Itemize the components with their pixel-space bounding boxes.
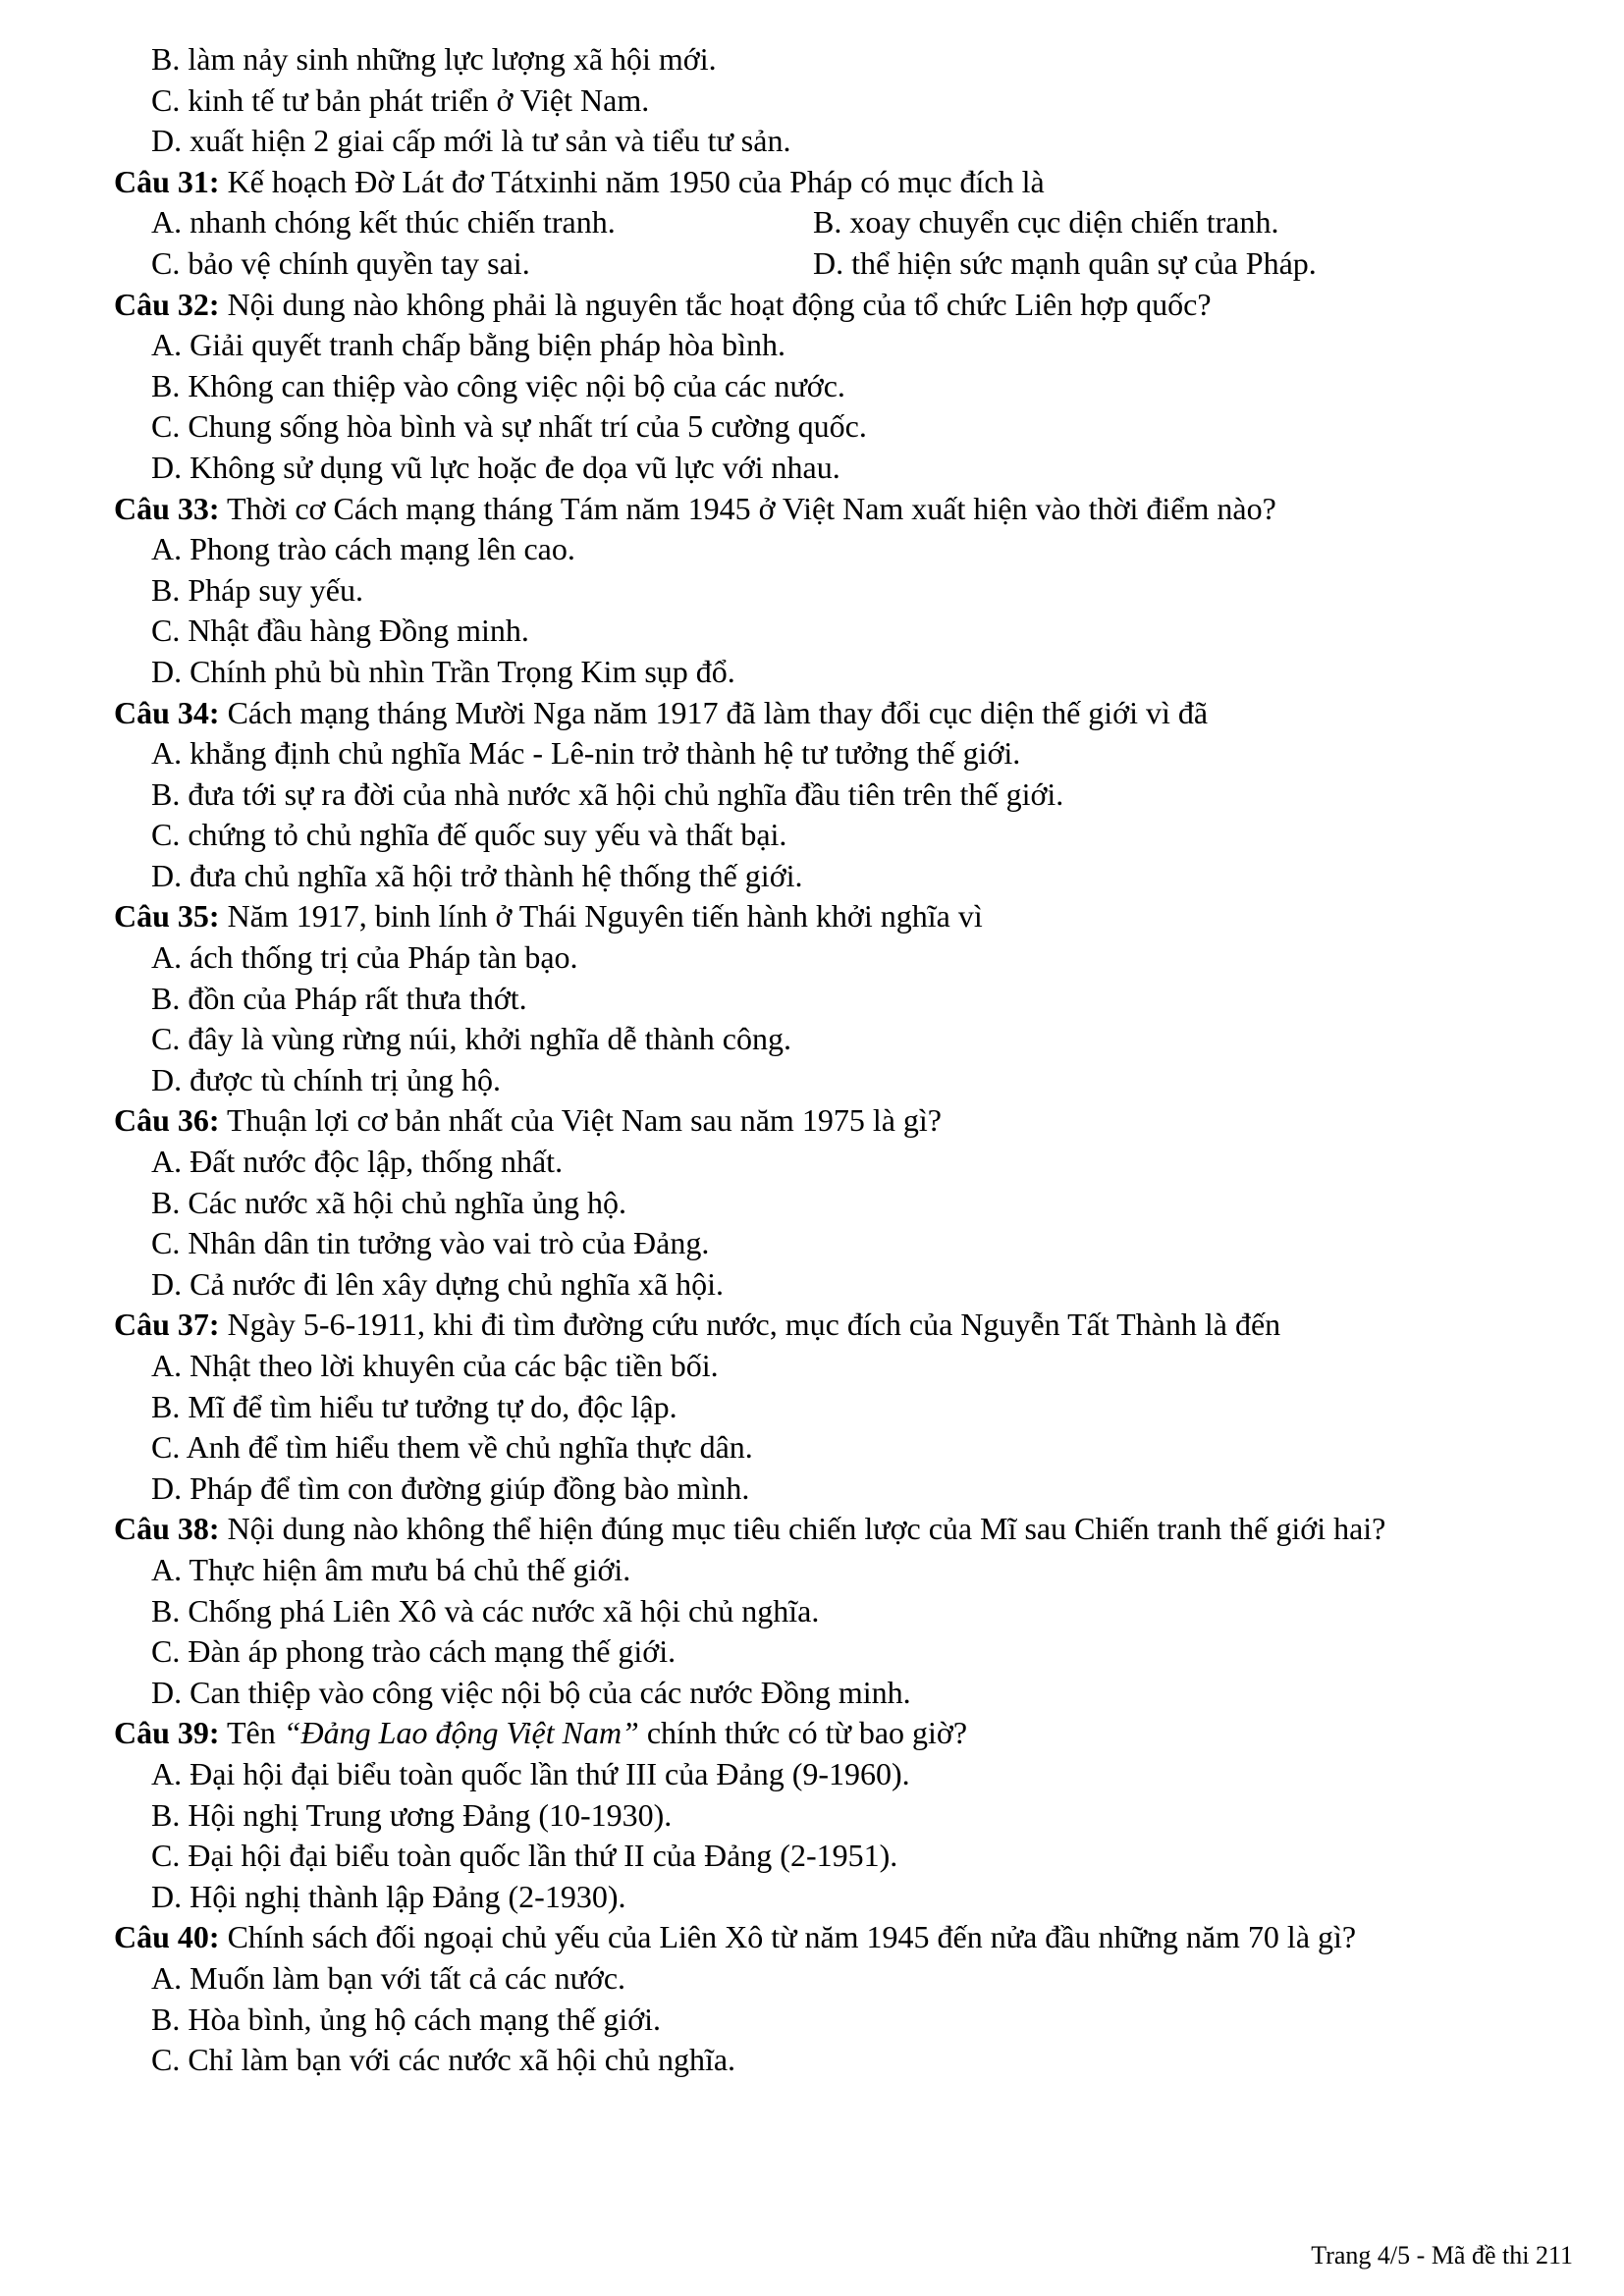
question-number: Câu 37:: [114, 1307, 220, 1343]
page-footer: Trang 4/5 - Mã đề thi 211: [1311, 2241, 1573, 2269]
option-a: A. Đại hội đại biểu toàn quốc lần thứ III của Đảng (9-1960).: [151, 1755, 910, 1791]
question-number: Câu 36:: [114, 1102, 220, 1139]
option-b: B. Pháp suy yếu.: [151, 571, 363, 608]
question-number: Câu 34:: [114, 694, 220, 730]
question-text: Nội dung nào không phải là nguyên tắc hoạt động của tổ chức Liên hợp quốc?: [219, 286, 1212, 322]
option-c: C. kinh tế tư bản phát triển ở Việt Nam.: [151, 81, 650, 118]
question-35: [114, 896, 1577, 937]
option-d: D. Pháp để tìm con đường giúp đồng bào mình.: [151, 1469, 750, 1506]
option-a: A. Đất nước độc lập, thống nhất.: [151, 1144, 564, 1180]
question-text-italic: “Đảng Lao động Việt Nam”: [283, 1715, 639, 1751]
exam-content: [114, 39, 1577, 2081]
option-row: [114, 243, 1577, 285]
option-d: D. Không sử dụng vũ lực hoặc đe dọa vũ lực với nhau.: [151, 449, 840, 485]
option-c: C. bảo vệ chính quyền tay sai.: [151, 244, 530, 281]
option-c: C. đây là vùng rừng núi, khởi nghĩa dễ thành công.: [151, 1021, 791, 1057]
option-b: B. xoay chuyển cục diện chiến tranh.: [813, 204, 1279, 240]
question-text: Thời cơ Cách mạng tháng Tám năm 1945 ở Việt Nam xuất hiện vào thời điểm nào?: [219, 490, 1276, 526]
question-number: Câu 40:: [114, 1919, 220, 1955]
option-d: D. được tù chính trị ủng hộ.: [151, 1061, 501, 1097]
question-text: Cách mạng tháng Mười Nga năm 1917 đã làm thay đổi cục diện thế giới vì đã: [219, 694, 1209, 730]
option-d: D. đưa chủ nghĩa xã hội trở thành hệ thống thế giới.: [151, 857, 803, 893]
option-d: D. xuất hiện 2 giai cấp mới là tư sản và tiểu tư sản.: [151, 123, 791, 159]
option-b: B. làm nảy sinh những lực lượng xã hội mới.: [151, 41, 717, 77]
option-c: C. Chung sống hòa bình và sự nhất trí của 5 cường quốc.: [151, 408, 867, 445]
question-33: [114, 489, 1577, 530]
option-a: A. Giải quyết tranh chấp bằng biện pháp hòa bình.: [151, 327, 786, 363]
option-d: D. thể hiện sức mạnh quân sự của Pháp.: [813, 244, 1317, 281]
option-a: A. Phong trào cách mạng lên cao.: [151, 531, 575, 567]
question-38: [114, 1509, 1577, 1550]
question-40: [114, 1917, 1577, 1958]
option-c: C. Chỉ làm bạn với các nước xã hội chủ nghĩa.: [151, 2042, 736, 2078]
question-34: [114, 693, 1577, 734]
question-text: chính thức có từ bao giờ?: [638, 1715, 968, 1751]
question-32: [114, 285, 1577, 326]
option-a: A. Muốn làm bạn với tất cả các nước.: [151, 1959, 626, 1996]
option-b: B. Các nước xã hội chủ nghĩa ủng hộ.: [151, 1184, 626, 1220]
option-b: B. đưa tới sự ra đời của nhà nước xã hội chủ nghĩa đầu tiên trên thế giới.: [151, 775, 1064, 812]
option-d: D. Cả nước đi lên xây dựng chủ nghĩa xã hội.: [151, 1265, 725, 1302]
question-text: Tên: [219, 1715, 284, 1751]
question-31: [114, 162, 1577, 203]
option-a: A. khẳng định chủ nghĩa Mác - Lê-nin trở thành hệ tư tưởng thế giới.: [151, 735, 1021, 772]
option-b: B. Không can thiệp vào công việc nội bộ của các nước.: [151, 367, 845, 403]
option-c: C. Anh để tìm hiểu them về chủ nghĩa thực dân.: [151, 1429, 753, 1466]
question-text: Kế hoạch Đờ Lát đơ Tátxinhi năm 1950 của Pháp có mục đích là: [219, 163, 1045, 199]
option-b: B. Hòa bình, ủng hộ cách mạng thế giới.: [151, 2001, 662, 2037]
option-c: C. Đàn áp phong trào cách mạng thế giới.: [151, 1633, 677, 1670]
option-d: D. Chính phủ bù nhìn Trần Trọng Kim sụp đổ.: [151, 653, 735, 689]
option-c: C. Nhật đầu hàng Đồng minh.: [151, 613, 529, 649]
option-a: A. ách thống trị của Pháp tàn bạo.: [151, 939, 578, 976]
question-number: Câu 33:: [114, 490, 220, 526]
question-number: Câu 39:: [114, 1715, 220, 1751]
option-d: D. Hội nghị thành lập Đảng (2-1930).: [151, 1878, 626, 1914]
question-39: [114, 1713, 1577, 1754]
option-d: D. Can thiệp vào công việc nội bộ của các nước Đồng minh.: [151, 1674, 911, 1710]
option-b: B. đồn của Pháp rất thưa thớt.: [151, 980, 527, 1016]
question-number: Câu 38:: [114, 1511, 220, 1547]
option-a: A. Thực hiện âm mưu bá chủ thế giới.: [151, 1551, 631, 1587]
option-b: B. Chống phá Liên Xô và các nước xã hội chủ nghĩa.: [151, 1592, 820, 1629]
option-row: [114, 202, 1577, 243]
question-text: Nội dung nào không thể hiện đúng mục tiêu chiến lược của Mĩ sau Chiến tranh thế giới hai?: [219, 1511, 1386, 1547]
option-b: B. Hội nghị Trung ương Đảng (10-1930).: [151, 1796, 673, 1833]
question-text: Thuận lợi cơ bản nhất của Việt Nam sau năm 1975 là gì?: [219, 1102, 942, 1139]
question-number: Câu 31:: [114, 163, 220, 199]
option-c: C. chứng tỏ chủ nghĩa đế quốc suy yếu và thất bại.: [151, 817, 787, 853]
option-a: A. Nhật theo lời khuyên của các bậc tiền bối.: [151, 1348, 719, 1383]
question-36: [114, 1100, 1577, 1142]
option-c: C. Đại hội đại biểu toàn quốc lần thứ II của Đảng (2-1951).: [151, 1838, 898, 1874]
question-text: Năm 1917, binh lính ở Thái Nguyên tiến hành khởi nghĩa vì: [219, 898, 983, 934]
question-text: Chính sách đối ngoại chủ yếu của Liên Xô từ năm 1945 đến nửa đầu những năm 70 là gì?: [219, 1919, 1357, 1955]
question-37: [114, 1305, 1577, 1346]
option-a: A. nhanh chóng kết thúc chiến tranh.: [151, 204, 616, 240]
option-c: C. Nhân dân tin tưởng vào vai trò của Đảng.: [151, 1225, 710, 1261]
question-text: Ngày 5-6-1911, khi đi tìm đường cứu nước, mục đích của Nguyễn Tất Thành là đến: [219, 1307, 1281, 1343]
question-number: Câu 35:: [114, 898, 220, 934]
option-b: B. Mĩ để tìm hiểu tư tưởng tự do, độc lập.: [151, 1388, 677, 1424]
question-number: Câu 32:: [114, 286, 220, 322]
